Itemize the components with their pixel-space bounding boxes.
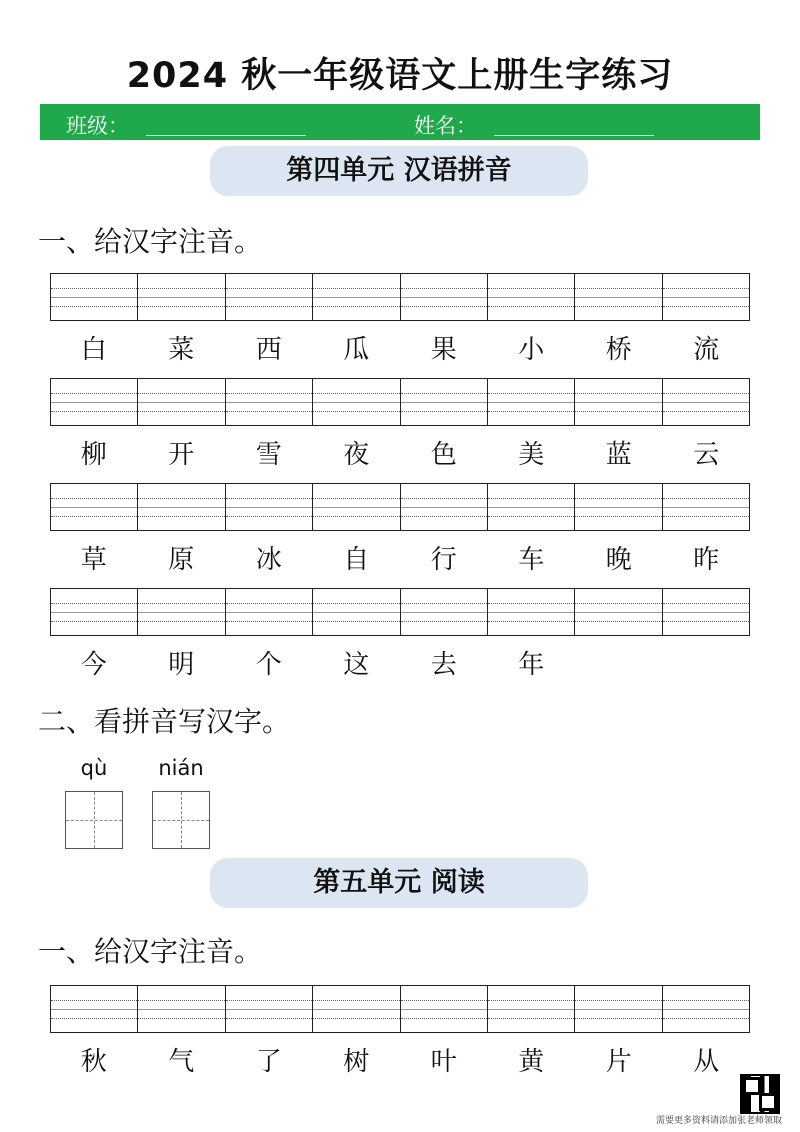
hanzi-char: 去 [430, 650, 457, 680]
unit4-banner: 第四单元 汉语拼音 [210, 146, 588, 196]
u4-pinyin-row-4 [50, 588, 750, 636]
hanzi-char: 气 [168, 1047, 195, 1077]
hanzi-char: 个 [255, 650, 282, 680]
pinyin-write-cell[interactable] [51, 589, 138, 635]
hanzi-char: 蓝 [605, 440, 632, 470]
hanzi-char: 叶 [430, 1047, 457, 1077]
u4-write-heading: 二、看拼音写汉字。 [38, 705, 291, 738]
hanzi-char: 从 [693, 1047, 720, 1077]
hanzi-char: 云 [693, 440, 720, 470]
pinyin-write-cell[interactable] [488, 484, 575, 530]
hanzi-char: 今 [80, 650, 107, 680]
hanzi-char [575, 646, 663, 684]
hanzi-char: 瓜 [343, 335, 370, 365]
hanzi-char: 黄 [518, 1047, 545, 1077]
hanzi-char: 了 [255, 1047, 282, 1077]
hanzi-char: 果 [430, 335, 457, 365]
pinyin-write-cell[interactable] [488, 589, 575, 635]
pinyin-write-cell[interactable] [401, 986, 488, 1032]
hanzi-char: 树 [343, 1047, 370, 1077]
hanzi-char: 秋 [80, 1047, 107, 1077]
hanzi-char: 夜 [343, 440, 370, 470]
pinyin-write-cell[interactable] [488, 274, 575, 320]
pinyin-write-cell[interactable] [575, 986, 662, 1032]
tian-box-2[interactable] [152, 791, 210, 849]
u4-annotate-heading: 一、给汉字注音。 [38, 225, 263, 258]
hanzi-char: 明 [168, 650, 195, 680]
hanzi-char: 色 [430, 440, 457, 470]
u4-char-row-4 [50, 646, 750, 684]
info-bar [40, 104, 760, 140]
pinyin-write-cell[interactable] [401, 274, 488, 320]
pinyin-write-cell[interactable] [575, 379, 662, 425]
hanzi-char: 自 [343, 545, 370, 575]
u5-pinyin-row-1 [50, 985, 750, 1033]
write-pinyin-1: qù [80, 756, 108, 780]
u4-char-row-1 [50, 331, 750, 369]
u4-pinyin-row-1 [50, 273, 750, 321]
hanzi-char: 车 [518, 545, 545, 575]
pinyin-write-cell[interactable] [313, 589, 400, 635]
hanzi-char: 小 [518, 335, 545, 365]
write-pinyin-2: nián [158, 756, 204, 780]
pinyin-write-cell[interactable] [226, 274, 313, 320]
pinyin-write-cell[interactable] [226, 589, 313, 635]
pinyin-write-cell[interactable] [138, 589, 225, 635]
pinyin-write-cell[interactable] [51, 484, 138, 530]
hanzi-char: 草 [80, 545, 107, 575]
hanzi-char: 菜 [168, 335, 195, 365]
hanzi-char: 桥 [605, 335, 632, 365]
pinyin-write-cell[interactable] [138, 484, 225, 530]
hanzi-char: 原 [168, 545, 195, 575]
pinyin-write-cell[interactable] [313, 274, 400, 320]
hanzi-char: 这 [343, 650, 370, 680]
unit5-banner: 第五单元 阅读 [210, 858, 588, 908]
pinyin-write-cell[interactable] [663, 274, 749, 320]
pinyin-write-cell[interactable] [663, 986, 749, 1032]
pinyin-write-cell[interactable] [663, 589, 749, 635]
pinyin-write-cell[interactable] [663, 484, 749, 530]
u4-pinyin-row-2 [50, 378, 750, 426]
pinyin-write-cell[interactable] [663, 379, 749, 425]
hanzi-char: 开 [168, 440, 195, 470]
pinyin-write-cell[interactable] [488, 379, 575, 425]
pinyin-write-cell[interactable] [51, 379, 138, 425]
hanzi-char: 美 [518, 440, 545, 470]
hanzi-char: 昨 [693, 545, 720, 575]
hanzi-char: 冰 [255, 545, 282, 575]
pinyin-write-cell[interactable] [401, 379, 488, 425]
hanzi-char: 晚 [605, 545, 632, 575]
pinyin-write-cell[interactable] [138, 274, 225, 320]
pinyin-write-cell[interactable] [226, 484, 313, 530]
pinyin-write-cell[interactable] [401, 589, 488, 635]
pinyin-write-cell[interactable] [488, 986, 575, 1032]
pinyin-write-cell[interactable] [51, 274, 138, 320]
hanzi-char: 行 [430, 545, 457, 575]
qr-code-icon [740, 1074, 780, 1114]
pinyin-write-cell[interactable] [575, 484, 662, 530]
pinyin-write-cell[interactable] [575, 274, 662, 320]
pinyin-write-cell[interactable] [226, 379, 313, 425]
pinyin-write-cell[interactable] [138, 986, 225, 1032]
pinyin-write-cell[interactable] [313, 379, 400, 425]
hanzi-char [663, 646, 751, 684]
pinyin-write-cell[interactable] [51, 986, 138, 1032]
u4-pinyin-row-3 [50, 483, 750, 531]
hanzi-char: 西 [255, 335, 282, 365]
pinyin-write-cell[interactable] [313, 484, 400, 530]
u5-annotate-heading: 一、给汉字注音。 [38, 935, 263, 968]
name-label: 姓名： [414, 114, 477, 138]
u5-char-row-1 [50, 1043, 750, 1081]
hanzi-char: 年 [518, 650, 545, 680]
page-title: 2024 秋一年级语文上册生字练习 [126, 56, 674, 96]
pinyin-write-cell[interactable] [138, 379, 225, 425]
hanzi-char: 片 [605, 1047, 632, 1077]
hanzi-char: 雪 [255, 440, 282, 470]
pinyin-write-cell[interactable] [226, 986, 313, 1032]
hanzi-char: 白 [80, 335, 107, 365]
hanzi-char: 柳 [80, 440, 107, 470]
tian-box-1[interactable] [65, 791, 123, 849]
pinyin-write-cell[interactable] [401, 484, 488, 530]
pinyin-write-cell[interactable] [575, 589, 662, 635]
footer-note: 需要更多资料请添加张老师领取 [655, 1116, 782, 1126]
hanzi-char: 流 [693, 335, 720, 365]
class-label: 班级： [66, 114, 129, 138]
name-blank[interactable] [494, 135, 654, 136]
pinyin-write-cell[interactable] [313, 986, 400, 1032]
u4-char-row-2 [50, 436, 750, 474]
u4-char-row-3 [50, 541, 750, 579]
class-blank[interactable] [146, 135, 306, 136]
